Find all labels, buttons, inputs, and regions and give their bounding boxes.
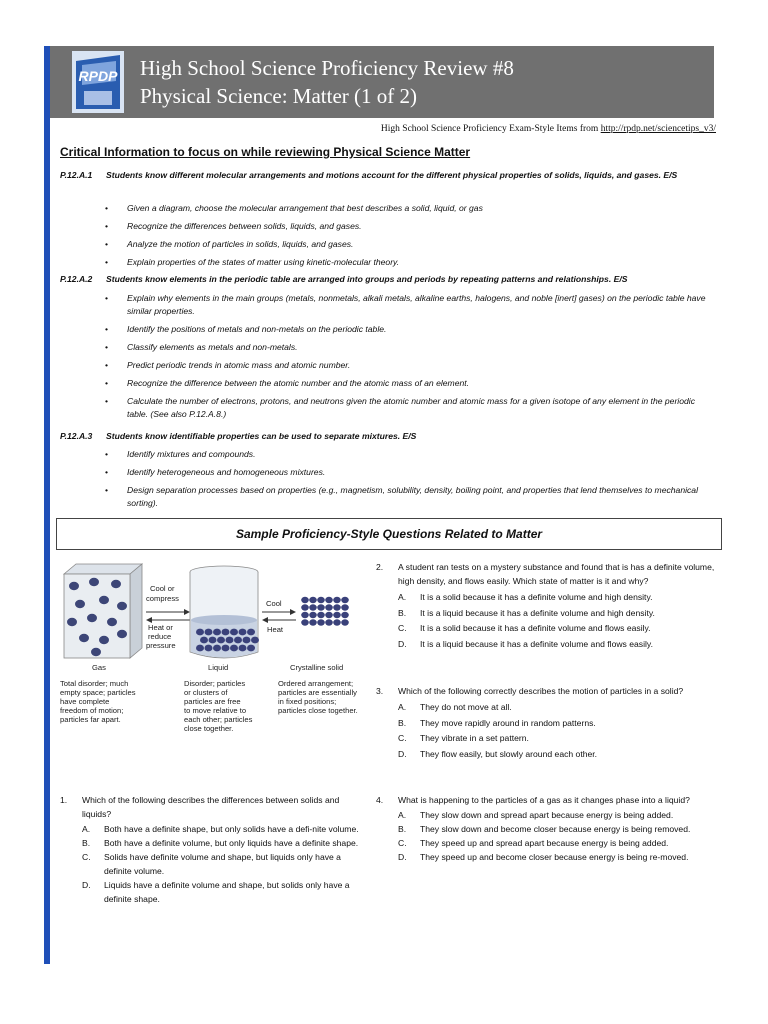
option-letter: C. <box>398 623 407 633</box>
particle <box>89 578 99 587</box>
critical-heading: Critical Information to focus on while reviewing Physical Science Matter <box>60 145 471 159</box>
description-line: particles far apart. <box>60 715 121 724</box>
question-4 <box>376 793 721 864</box>
answer-option[interactable] <box>398 621 716 635</box>
particle <box>87 614 97 623</box>
list-item: • Design separation processes based on properties (e.g., magnetism, solubility, density, boiling point, and properties that lend themselves to mechanical sorting). <box>105 484 710 510</box>
option-text: They vibrate in a set pattern. <box>420 733 529 743</box>
standard-heading <box>60 169 715 182</box>
option-letter: A. <box>82 824 91 834</box>
particle <box>222 645 230 652</box>
answer-option[interactable] <box>398 606 716 620</box>
description-line: to move relative to <box>184 706 247 715</box>
particle <box>239 629 247 636</box>
description-line: Disorder; particles <box>184 679 246 688</box>
particle <box>213 629 221 636</box>
particle <box>325 597 333 603</box>
standard-heading <box>60 430 715 443</box>
particle <box>325 619 333 625</box>
list-item: • Identify mixtures and compounds. <box>105 448 710 461</box>
description-line: Ordered arrangement; <box>278 679 354 688</box>
option-letter: C. <box>82 852 91 862</box>
standard-text: Students know identifiable properties can be used to separate mixtures. E/S <box>106 431 417 441</box>
option-letter: D. <box>398 852 407 862</box>
title-line-2: Physical Science: Matter (1 of 2) <box>140 84 417 108</box>
option-text: They flow easily, but slowly around each other. <box>420 748 598 759</box>
answer-option[interactable] <box>398 836 721 850</box>
option-text: It is a solid because it has a definite volume and flows easily. <box>420 623 651 633</box>
particle <box>317 619 325 625</box>
answer-option[interactable] <box>398 731 721 745</box>
page-title <box>140 54 514 110</box>
standard-text: Students know elements in the periodic table are arranged into groups and periods by repeating patterns and relationships. E/S <box>106 274 628 284</box>
particle <box>341 612 349 618</box>
solid-description <box>278 679 358 715</box>
particle <box>75 600 85 609</box>
particle <box>91 648 101 657</box>
particle <box>301 604 309 610</box>
standard-heading <box>60 273 715 286</box>
liquid-label: Liquid <box>208 663 229 672</box>
arrow-label: pressure <box>146 641 176 650</box>
answer-option[interactable] <box>82 850 360 878</box>
title-line-1: High School Science Proficiency Review #8 <box>140 56 514 80</box>
list-item: • Predict periodic trends in atomic mass and atomic number. <box>105 359 710 372</box>
particle <box>309 597 317 603</box>
particle <box>341 604 349 610</box>
liquid-description <box>184 679 253 733</box>
option-letter: C. <box>398 838 407 848</box>
option-text: They move rapidly around in random patterns. <box>420 717 596 728</box>
option-letter: B. <box>398 717 407 728</box>
answer-option[interactable] <box>398 850 721 864</box>
standard-code: P.12.A.3 <box>60 431 93 441</box>
phase-arrows-gas-liquid <box>146 609 190 623</box>
particle <box>196 645 204 652</box>
particle <box>309 604 317 610</box>
particle <box>247 629 255 636</box>
particle <box>243 637 251 644</box>
description-line: each other; particles <box>184 715 253 724</box>
description-line: particles close together. <box>278 706 358 715</box>
page-header <box>50 46 714 118</box>
option-text: They slow down and spread apart because energy is being added. <box>420 810 674 820</box>
particle <box>99 636 109 645</box>
particle <box>230 645 238 652</box>
option-text: Both have a definite volume, but only liquids have a definite shape. <box>104 838 359 848</box>
option-text: They do not move at all. <box>420 702 512 712</box>
list-item: • Calculate the number of electrons, protons, and neutrons given the atomic number and atomic mass for a given isotope of any element in the periodic table. (See also P.12.A.8.) <box>105 395 710 421</box>
particle <box>317 604 325 610</box>
description-line: freedom of motion; <box>60 706 124 715</box>
particle <box>196 629 204 636</box>
option-letter: B. <box>398 824 407 834</box>
source-link[interactable]: http://rpdp.net/sciencetips_v3/ <box>600 124 716 134</box>
particle <box>333 612 341 618</box>
particle <box>301 597 309 603</box>
answer-option[interactable] <box>398 747 721 761</box>
particle <box>333 604 341 610</box>
liquid-particles <box>196 629 259 652</box>
sample-heading: Sample Proficiency-Style Questions Related to Matter <box>235 527 543 541</box>
particle <box>247 645 255 652</box>
question-stem: Which of the following correctly describes the motion of particles in a solid? <box>398 686 684 696</box>
standard-text: Students know different molecular arrangements and motions account for the different physical properties of solids, liquids, and gases. E/S <box>106 170 678 180</box>
particle <box>301 612 309 618</box>
particle <box>251 637 259 644</box>
description-line: or clusters of <box>184 688 228 697</box>
option-text: It is a liquid because it has a definite volume and flows easily. <box>420 638 653 649</box>
option-letter: C. <box>398 733 407 743</box>
answer-option[interactable] <box>398 590 716 604</box>
gas-label: Gas <box>92 663 106 672</box>
option-text: Solids have definite volume and shape, but liquids only have a definite volume. <box>104 852 341 876</box>
list-item: • Explain properties of the states of matter using kinetic-molecular theory. <box>105 256 710 269</box>
answer-option[interactable] <box>398 716 721 730</box>
list-item: • Classify elements as metals and non-metals. <box>105 341 710 354</box>
list-item: • Identify the positions of metals and non-metals on the periodic table. <box>105 323 710 336</box>
standard-bullets <box>105 448 710 510</box>
particle <box>230 629 238 636</box>
solid-label: Crystalline solid <box>290 663 344 672</box>
particle <box>226 637 234 644</box>
description-line: Total disorder; much <box>60 679 129 688</box>
particle <box>341 619 349 625</box>
particle <box>111 580 121 589</box>
rpdp-logo <box>72 51 124 113</box>
particle <box>117 630 127 639</box>
particle <box>200 637 208 644</box>
particle <box>325 604 333 610</box>
gas-description <box>60 679 136 724</box>
question-number: 3. <box>376 686 384 696</box>
phase-arrows-liquid-solid <box>262 609 296 623</box>
particle <box>209 637 217 644</box>
liquid-beaker <box>190 566 258 658</box>
list-item: • Identify heterogeneous and homogeneous mixtures. <box>105 466 710 479</box>
left-accent-bar <box>44 46 50 964</box>
list-item: • Recognize the differences between solids, liquids, and gases. <box>105 220 710 233</box>
particle <box>79 634 89 643</box>
description-line: close together. <box>184 724 234 733</box>
particle <box>217 637 225 644</box>
states-of-matter-diagram <box>58 560 370 740</box>
question-number: 1. <box>60 795 68 805</box>
answer-option[interactable] <box>82 878 360 906</box>
question-1 <box>60 793 360 906</box>
particle <box>333 619 341 625</box>
particle <box>317 612 325 618</box>
particle <box>341 597 349 603</box>
answer-option[interactable] <box>398 637 716 651</box>
option-letter: D. <box>398 638 407 649</box>
answer-option[interactable] <box>82 822 360 836</box>
arrow-label: Cool or <box>150 584 175 593</box>
source-line <box>381 124 716 134</box>
particle <box>205 629 213 636</box>
question-3 <box>376 684 721 761</box>
arrow-label: Cool <box>266 599 282 608</box>
option-text: Liquids have a definite volume and shape, but solids only have a definite shape. <box>104 880 350 904</box>
particle <box>99 596 109 605</box>
particle <box>309 612 317 618</box>
particle <box>234 637 242 644</box>
answer-option[interactable] <box>398 700 721 714</box>
description-line: have complete <box>60 697 110 706</box>
solid-particles <box>301 597 349 626</box>
option-text: They speed up and spread apart because energy is being added. <box>420 838 669 848</box>
particle <box>325 612 333 618</box>
arrow-label: reduce <box>148 632 172 641</box>
logo-text: RPDP <box>78 68 118 84</box>
option-letter: A. <box>398 702 407 712</box>
description-line: empty space; particles <box>60 688 136 697</box>
option-letter: D. <box>398 748 407 759</box>
option-text: It is a liquid because it has a definite volume and high density. <box>420 607 655 618</box>
standard-bullets <box>105 292 710 421</box>
sample-heading-box <box>56 518 722 550</box>
option-text: They slow down and become closer because energy is being removed. <box>420 824 691 834</box>
question-stem: Which of the following describes the differences between solids and liquids? <box>82 795 340 819</box>
option-letter: B. <box>398 607 407 618</box>
option-letter: A. <box>398 810 407 820</box>
particle <box>222 629 230 636</box>
option-text: They speed up and become closer because energy is being re-moved. <box>420 852 689 862</box>
answer-option[interactable] <box>82 836 360 850</box>
question-number: 2. <box>376 562 384 572</box>
particle <box>301 619 309 625</box>
particle <box>333 597 341 603</box>
question-number: 4. <box>376 795 384 805</box>
list-item: • Explain why elements in the main groups (metals, nonmetals, alkali metals, alkaline earths, halogens, and noble [inert] gases) on the periodic table have similar properties. <box>105 292 710 318</box>
particle <box>317 597 325 603</box>
list-item: • Given a diagram, choose the molecular arrangement that best describes a solid, liquid, or gas <box>105 202 710 215</box>
particle <box>67 618 77 627</box>
list-item: • Analyze the motion of particles in solids, liquids, and gases. <box>105 238 710 251</box>
answer-option[interactable] <box>398 808 721 822</box>
particle <box>213 645 221 652</box>
standard-code: P.12.A.2 <box>60 274 93 284</box>
particle <box>117 602 127 611</box>
description-line: particles are free <box>184 697 241 706</box>
particle <box>205 645 213 652</box>
question-stem: A student ran tests on a mystery substance and found that is has a definite volume, high density, and flows easily. Which state of matter is it and why? <box>398 562 715 586</box>
particle <box>107 618 117 627</box>
option-text: Both have a definite shape, but only solids have a defi-nite volume. <box>104 824 359 834</box>
particle <box>69 582 79 591</box>
list-item: • Recognize the difference between the atomic number and the atomic mass of an element. <box>105 377 710 390</box>
standard-bullets <box>105 202 710 269</box>
option-letter: A. <box>398 592 407 602</box>
question-stem: What is happening to the particles of a gas as it changes phase into a liquid? <box>398 795 690 805</box>
standard-code: P.12.A.1 <box>60 170 93 180</box>
particle <box>309 619 317 625</box>
arrow-label: Heat <box>267 625 284 634</box>
option-letter: D. <box>82 880 91 890</box>
option-text: It is a solid because it has a definite volume and high density. <box>420 592 653 602</box>
description-line: in fixed positions; <box>278 697 337 706</box>
description-line: particles are essentially <box>278 688 357 697</box>
option-letter: B. <box>82 838 91 848</box>
answer-option[interactable] <box>398 822 721 836</box>
arrow-label: Heat or <box>148 623 173 632</box>
source-prefix: High School Science Proficiency Exam-Style Items from <box>380 124 599 134</box>
question-2 <box>376 560 716 651</box>
particle <box>239 645 247 652</box>
arrow-label: compress <box>146 594 179 603</box>
